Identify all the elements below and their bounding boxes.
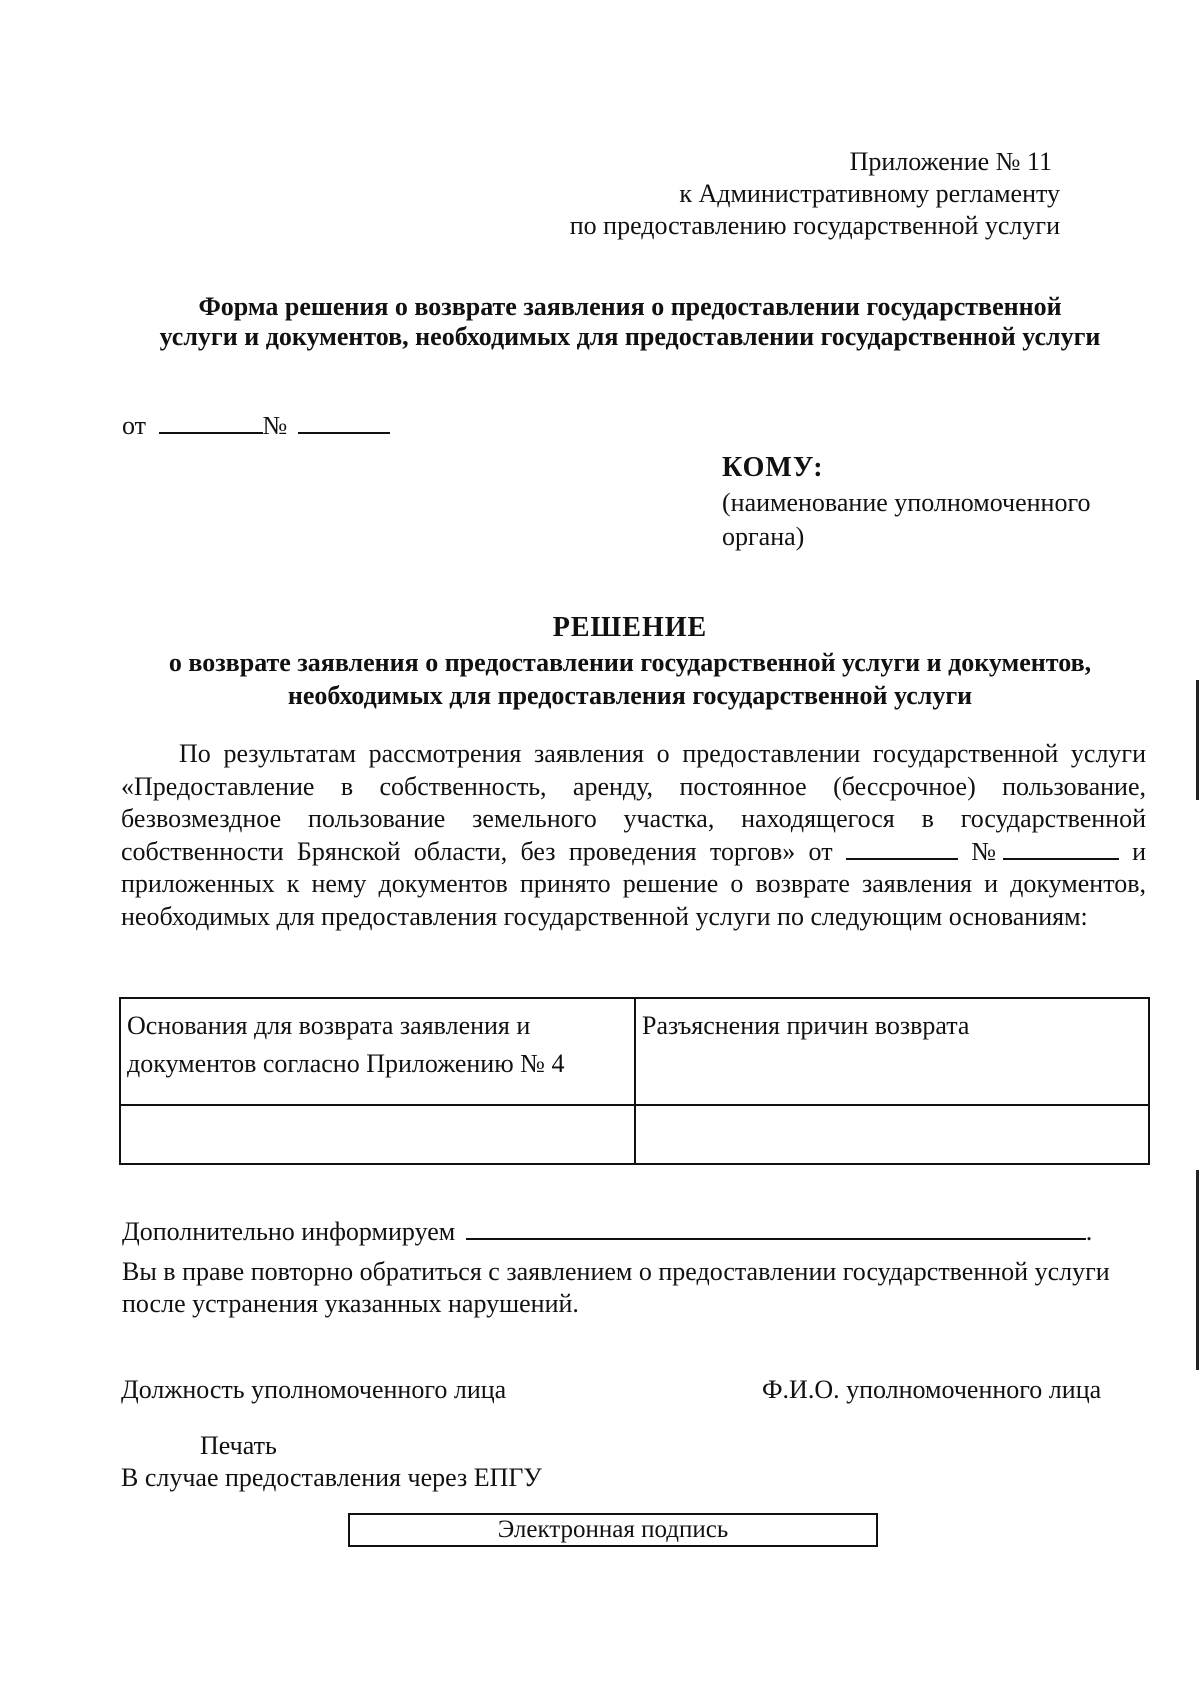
table-header-reasons: Основания для возврата заявления и документов согласно Приложению № 4	[121, 999, 636, 1106]
form-title-line-1: Форма решения о возврате заявления о предоставлении государственной	[198, 292, 1062, 321]
reapply-note: Вы в праве повторно обратиться с заявлением о предоставлении государственной услуги после устранения указанных нарушений.	[122, 1257, 1110, 1318]
appendix-service: по предоставлению государственной услуги	[569, 211, 1060, 240]
body-text-part-2: и приложенных к нему документов принято решение о возврате заявления и документов, необходимых для предоставления государственной услуги по следующим основаниям:	[121, 836, 1147, 931]
table-cell-explanation[interactable]	[636, 1106, 1148, 1163]
stamp-label: Печать	[200, 1431, 277, 1460]
additional-info-label: Дополнительно информируем	[122, 1217, 456, 1246]
return-reasons-table	[119, 997, 1150, 1165]
table-cell-reason[interactable]	[121, 1106, 636, 1163]
additional-info-end: .	[1085, 1217, 1093, 1246]
form-title-line-2: услуги и документов, необходимых для предоставлении государственной услуги	[159, 322, 1101, 351]
scan-edge-mark	[1196, 1170, 1199, 1370]
table-header-explanations: Разъяснения причин возврата	[636, 999, 1148, 1106]
decision-heading: РЕШЕНИЕ	[552, 612, 708, 643]
official-name-label: Ф.И.О. уполномоченного лица	[762, 1375, 1102, 1404]
application-date-blank[interactable]	[846, 838, 958, 860]
appendix-number: Приложение № 11	[849, 147, 1052, 176]
form-title	[110, 292, 1150, 352]
decision-subtitle: о возврате заявления о предоставлении государственной услуги и документов, необходимых для предоставления государственной услуги	[168, 648, 1092, 710]
date-number-row	[122, 410, 390, 442]
scan-edge-mark	[1196, 680, 1199, 800]
appendix-regulation: к Административному регламенту	[679, 179, 1060, 208]
decision-title-block	[110, 610, 1150, 712]
application-number-blank[interactable]	[1003, 838, 1119, 860]
appendix-header	[570, 146, 1060, 242]
decision-body-paragraph	[121, 738, 1146, 934]
recipient-note: (наименование уполномоченного органа)	[722, 488, 1091, 551]
body-text-part-1: По результатам рассмотрения заявления о предоставлении государственной услуги «Предоставление в собственность, аренду, постоянное (бессрочное) пользование, безвозмездное пользование земельного участка, находящегося в государственной собственности Брянской области, без проведения торгов» от	[121, 739, 1146, 866]
number-blank-field[interactable]	[298, 410, 390, 434]
body-number-label: №	[971, 836, 1003, 866]
date-from-label: от	[122, 411, 147, 440]
additional-info-blank[interactable]	[466, 1216, 1086, 1240]
electronic-signature-box: Электронная подпись	[348, 1513, 878, 1547]
official-position-label: Должность уполномоченного лица	[121, 1375, 507, 1404]
additional-info-row	[122, 1216, 1092, 1248]
number-label: №	[262, 411, 288, 440]
recipient-label: КОМУ:	[722, 452, 824, 483]
date-blank-field[interactable]	[159, 410, 263, 434]
recipient-block	[722, 450, 1142, 554]
epgu-label: В случае предоставления через ЕПГУ	[121, 1463, 542, 1492]
